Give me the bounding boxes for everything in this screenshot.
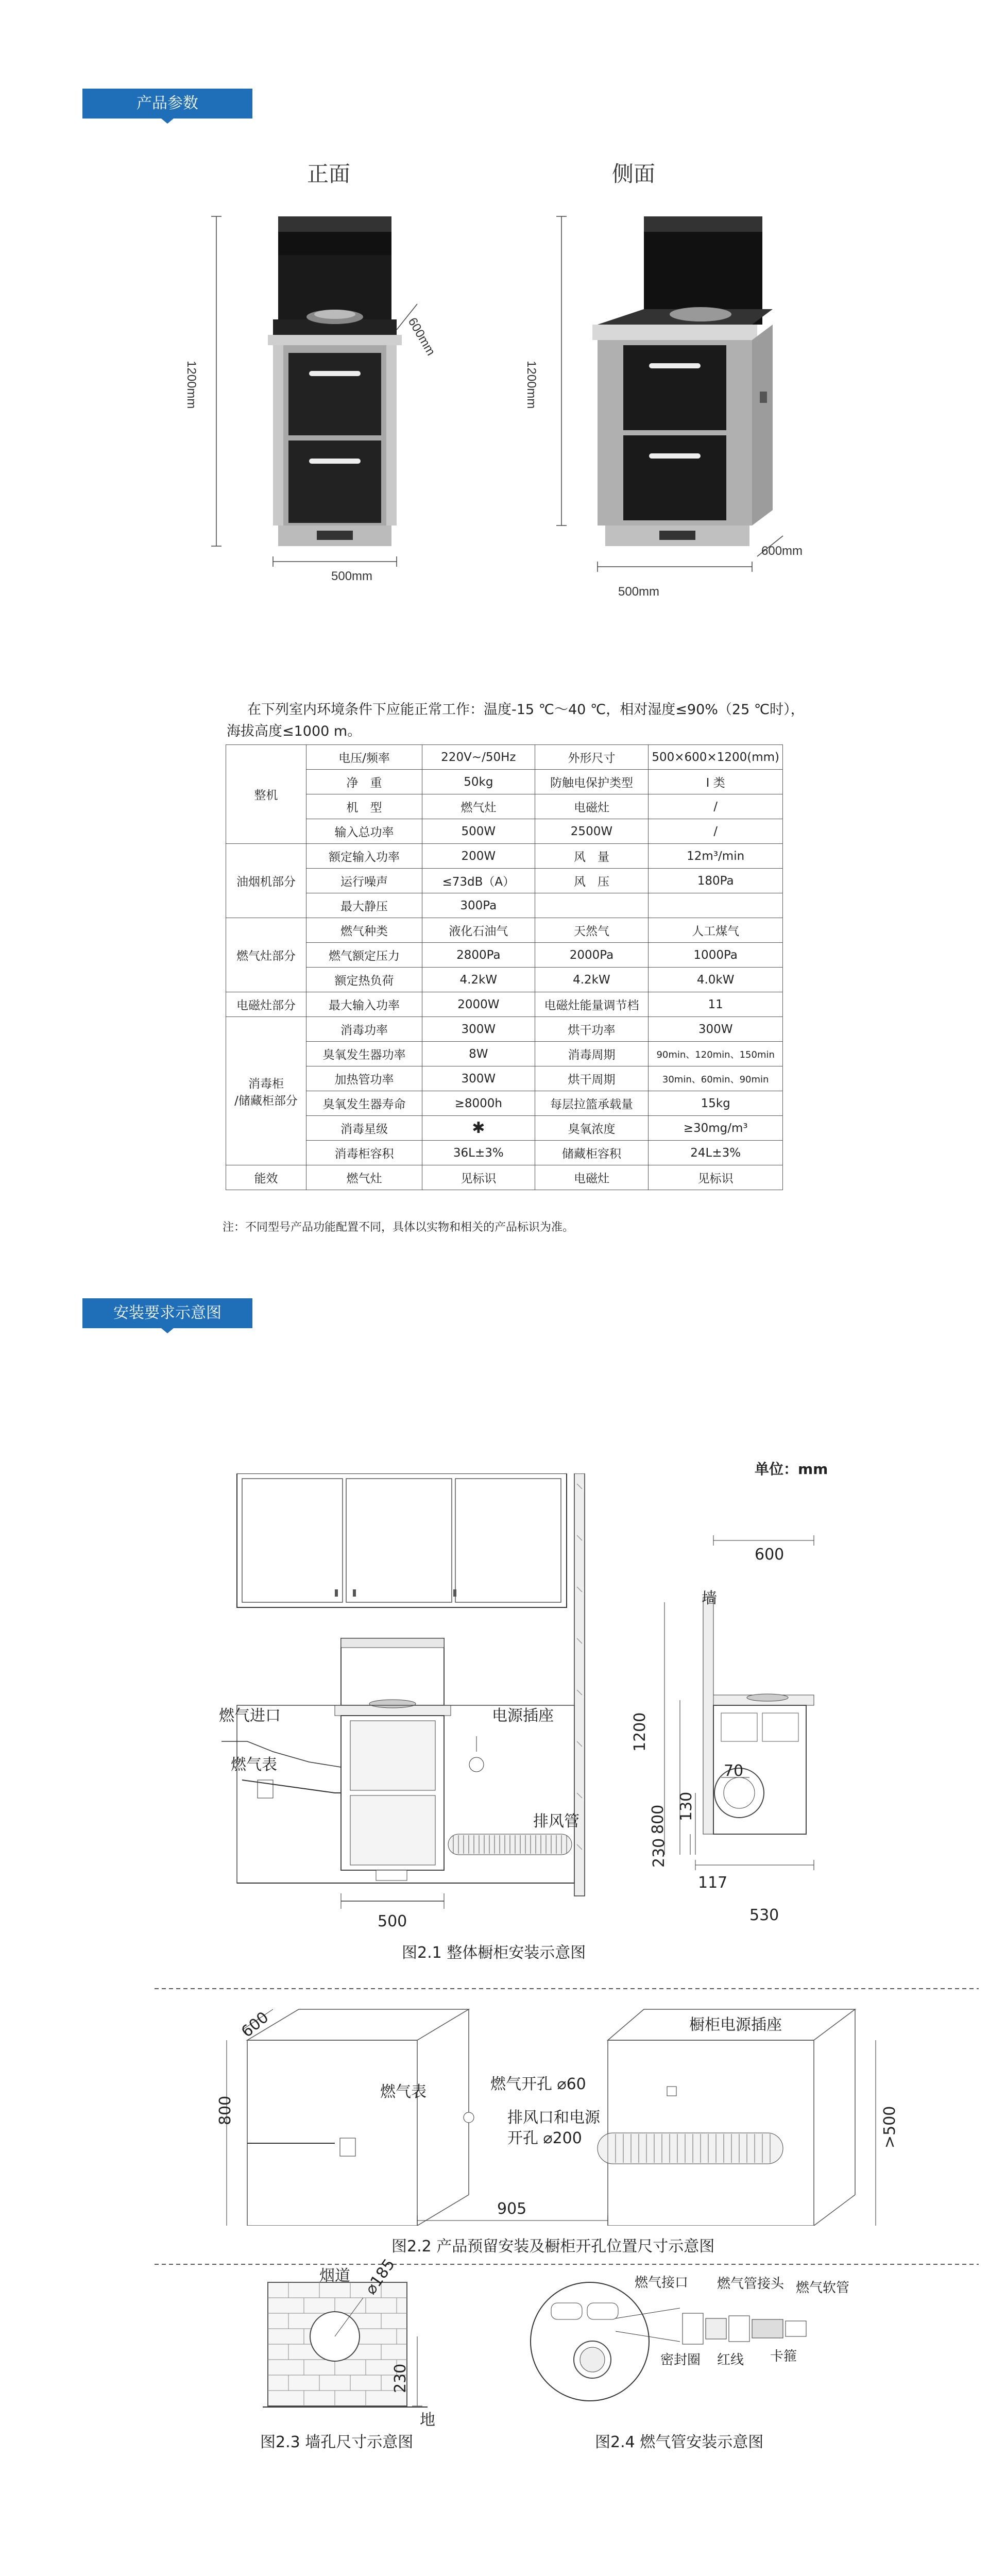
fig22-dim-600: 600 bbox=[238, 2008, 272, 2041]
table-cell: 4.0kW bbox=[649, 968, 783, 992]
table-row bbox=[226, 1091, 783, 1116]
table-cell: 运行噪声 bbox=[306, 869, 422, 893]
table-row bbox=[226, 1116, 783, 1141]
gas-hole-label: 燃气开孔 ⌀60 bbox=[490, 2075, 586, 2093]
table-cell: 50kg bbox=[422, 770, 535, 794]
dim-130: 130 bbox=[677, 1791, 695, 1821]
table-cell: 8W bbox=[422, 1042, 535, 1066]
side-view-label: 侧面 bbox=[612, 161, 656, 187]
table-cell: / bbox=[649, 819, 783, 844]
spec-table bbox=[226, 744, 783, 1190]
table-cell: 电磁灶能量调节档 bbox=[535, 992, 649, 1017]
table-cell: 220V~/50Hz bbox=[422, 745, 535, 770]
table-cell: 12m³/min bbox=[649, 844, 783, 869]
table-cell: 300Pa bbox=[422, 893, 535, 918]
fig22-dim-500: >500 bbox=[881, 2106, 899, 2148]
table-cell: 臭氧发生器功率 bbox=[306, 1042, 422, 1066]
table-row bbox=[226, 893, 783, 918]
table-cell: 风 量 bbox=[535, 844, 649, 869]
table-cell: 臭氧浓度 bbox=[535, 1116, 649, 1141]
table-cell: 24L±3% bbox=[649, 1141, 783, 1165]
side-view-drawing bbox=[546, 206, 824, 598]
table-row bbox=[226, 1017, 783, 1042]
table-cell: 90min、120min、150min bbox=[649, 1042, 783, 1066]
table-cell bbox=[649, 893, 783, 918]
table-cell: 300W bbox=[422, 1017, 535, 1042]
banner-arrow bbox=[161, 1328, 174, 1333]
unit-label: 单位：mm bbox=[755, 1461, 828, 1478]
table-row bbox=[226, 770, 783, 794]
side-height-dim: 1200mm bbox=[524, 361, 538, 409]
fig22-dim-800: 800 bbox=[216, 2095, 234, 2125]
fig22-gas-meter-label: 燃气表 bbox=[380, 2083, 427, 2101]
cabinet-socket-label: 橱柜电源插座 bbox=[689, 2016, 782, 2034]
table-cell: 烘干功率 bbox=[535, 1017, 649, 1042]
table-cell: 臭氧发生器寿命 bbox=[306, 1091, 422, 1116]
fig24-caption: 图2.4 燃气管安装示意图 bbox=[595, 2433, 764, 2451]
table-cell: 30min、60min、90min bbox=[649, 1066, 783, 1091]
table-cell: 电压/频率 bbox=[306, 745, 422, 770]
banner-arrow bbox=[161, 118, 174, 124]
table-cell: 液化石油气 bbox=[422, 918, 535, 943]
table-row bbox=[226, 745, 783, 770]
front-width-dim: 500mm bbox=[331, 569, 373, 583]
table-cell: 燃气灶 bbox=[306, 1165, 422, 1190]
table-cell: / bbox=[649, 794, 783, 819]
table-row bbox=[226, 1141, 783, 1165]
gas-meter-label: 燃气表 bbox=[231, 1756, 277, 1774]
dim-230: 230 bbox=[650, 1838, 668, 1868]
table-cell bbox=[535, 893, 649, 918]
table-cell: 2000W bbox=[422, 992, 535, 1017]
group-label: 燃气灶部分 bbox=[226, 918, 306, 992]
table-cell: 4.2kW bbox=[422, 968, 535, 992]
table-cell: 储藏柜容积 bbox=[535, 1141, 649, 1165]
front-height-dim: 1200mm bbox=[184, 361, 198, 409]
table-cell: I 类 bbox=[649, 770, 783, 794]
table-row bbox=[226, 968, 783, 992]
table-cell: 消毒星级 bbox=[306, 1116, 422, 1141]
wall-label: 墙 bbox=[702, 1589, 717, 1607]
exhaust-hole-label-1: 排风口和电源 bbox=[507, 2109, 600, 2127]
table-cell: 2000Pa bbox=[535, 943, 649, 968]
table-row bbox=[226, 1066, 783, 1091]
exhaust-hole-label-2: 开孔 ⌀200 bbox=[507, 2129, 582, 2147]
fig23-caption: 图2.3 墙孔尺寸示意图 bbox=[260, 2433, 414, 2451]
table-cell: 300W bbox=[649, 1017, 783, 1042]
table-cell: 电磁灶 bbox=[535, 794, 649, 819]
table-cell: 200W bbox=[422, 844, 535, 869]
table-row bbox=[226, 794, 783, 819]
table-cell: 500W bbox=[422, 819, 535, 844]
table-cell: 机 型 bbox=[306, 794, 422, 819]
table-cell: 11 bbox=[649, 992, 783, 1017]
fig23-dim-230: 230 bbox=[391, 2363, 410, 2393]
fig21-caption: 图2.1 整体橱柜安装示意图 bbox=[402, 1944, 586, 1962]
clamp-label: 卡箍 bbox=[770, 2349, 797, 2364]
dim-800: 800 bbox=[649, 1804, 667, 1834]
table-cell: 36L±3% bbox=[422, 1141, 535, 1165]
table-cell: 最大输入功率 bbox=[306, 992, 422, 1017]
table-cell: 风 压 bbox=[535, 869, 649, 893]
table-cell: ✱ bbox=[422, 1116, 535, 1141]
table-row bbox=[226, 943, 783, 968]
table-row bbox=[226, 1165, 783, 1190]
red-pipe-label: 红线 bbox=[717, 2352, 744, 2368]
front-depth-dim: 600mm bbox=[405, 315, 438, 358]
table-cell: 180Pa bbox=[649, 869, 783, 893]
table-cell: 烘干周期 bbox=[535, 1066, 649, 1091]
table-cell: 2500W bbox=[535, 819, 649, 844]
group-label-line1: 消毒柜 bbox=[248, 1077, 284, 1091]
table-cell: 最大静压 bbox=[306, 893, 422, 918]
table-cell: 外形尺寸 bbox=[535, 745, 649, 770]
table-cell: 人工煤气 bbox=[649, 918, 783, 943]
table-cell: 消毒功率 bbox=[306, 1017, 422, 1042]
fig23-dim-185: ⌀185 bbox=[362, 2256, 399, 2298]
table-cell: 2800Pa bbox=[422, 943, 535, 968]
section-title-product-params: 产品参数 bbox=[82, 89, 252, 118]
table-row bbox=[226, 844, 783, 869]
floor-label: 地 bbox=[420, 2411, 435, 2429]
table-note: 注：不同型号产品功能配置不同，具体以实物和相关的产品标识为准。 bbox=[223, 1221, 574, 1234]
group-label: 油烟机部分 bbox=[226, 844, 306, 918]
side-depth-dim: 600mm bbox=[761, 544, 803, 558]
table-cell: 消毒周期 bbox=[535, 1042, 649, 1066]
table-cell: 300W bbox=[422, 1066, 535, 1091]
table-cell: ≥8000h bbox=[422, 1091, 535, 1116]
power-socket-label: 电源插座 bbox=[492, 1707, 554, 1725]
dim-1200: 1200 bbox=[631, 1712, 649, 1752]
section-title-install: 安装要求示意图 bbox=[82, 1298, 252, 1328]
fig22-caption: 图2.2 产品预留安装及橱柜开孔位置尺寸示意图 bbox=[391, 2238, 715, 2256]
group-label bbox=[226, 1017, 306, 1165]
front-view-drawing bbox=[206, 206, 433, 577]
table-cell: 每层拉篮承载量 bbox=[535, 1091, 649, 1116]
table-cell: 天然气 bbox=[535, 918, 649, 943]
dim-117: 117 bbox=[698, 1874, 728, 1892]
pipe-joint-label: 燃气管接头 bbox=[717, 2276, 785, 2292]
group-label-line2: /储藏柜部分 bbox=[234, 1094, 298, 1108]
divider bbox=[155, 2263, 979, 2265]
side-width-dim: 500mm bbox=[618, 585, 660, 599]
group-label: 整机 bbox=[226, 745, 306, 844]
table-cell: 燃气种类 bbox=[306, 918, 422, 943]
table-cell: 额定输入功率 bbox=[306, 844, 422, 869]
table-cell: 1000Pa bbox=[649, 943, 783, 968]
table-cell: 4.2kW bbox=[535, 968, 649, 992]
table-cell: 加热管功率 bbox=[306, 1066, 422, 1091]
table-cell: 额定热负荷 bbox=[306, 968, 422, 992]
table-cell: 见标识 bbox=[422, 1165, 535, 1190]
flue-label: 烟道 bbox=[319, 2267, 350, 2285]
table-cell: ≤73dB（A） bbox=[422, 869, 535, 893]
table-cell: 净 重 bbox=[306, 770, 422, 794]
table-row bbox=[226, 918, 783, 943]
gas-port-label: 燃气接口 bbox=[635, 2275, 689, 2291]
table-cell: 输入总功率 bbox=[306, 819, 422, 844]
dim-600: 600 bbox=[755, 1546, 785, 1564]
gas-inlet-label: 燃气进口 bbox=[219, 1707, 281, 1725]
table-cell: 燃气灶 bbox=[422, 794, 535, 819]
table-cell: 15kg bbox=[649, 1091, 783, 1116]
fig23-drawing bbox=[258, 2277, 443, 2432]
table-cell: 500×600×1200(mm) bbox=[649, 745, 783, 770]
table-cell: 防触电保护类型 bbox=[535, 770, 649, 794]
table-cell: 消毒柜容积 bbox=[306, 1141, 422, 1165]
table-row bbox=[226, 992, 783, 1017]
conditions-line1: 在下列室内环境条件下应能正常工作：温度-15 ℃～40 ℃，相对湿度≤90%（25 ℃时）， bbox=[247, 702, 805, 718]
conditions-line2: 海拔高度≤1000 m。 bbox=[227, 723, 362, 739]
divider bbox=[155, 1988, 979, 1990]
table-cell: 见标识 bbox=[649, 1165, 783, 1190]
group-label: 电磁灶部分 bbox=[226, 992, 306, 1017]
seal-label: 密封圈 bbox=[660, 2352, 701, 2368]
group-label: 能效 bbox=[226, 1165, 306, 1190]
exhaust-label: 排风管 bbox=[533, 1812, 579, 1831]
table-cell: 电磁灶 bbox=[535, 1165, 649, 1190]
fig22-dim-905: 905 bbox=[497, 2200, 527, 2218]
table-row bbox=[226, 869, 783, 893]
table-cell: ≥30mg/m³ bbox=[649, 1116, 783, 1141]
front-view-label: 正面 bbox=[307, 161, 351, 187]
table-cell: 燃气额定压力 bbox=[306, 943, 422, 968]
dim-500: 500 bbox=[378, 1912, 407, 1930]
table-row bbox=[226, 1042, 783, 1066]
dim-70: 70 bbox=[724, 1762, 744, 1780]
table-row bbox=[226, 819, 783, 844]
soft-pipe-label: 燃气软管 bbox=[796, 2280, 850, 2296]
dim-530: 530 bbox=[749, 1906, 779, 1924]
